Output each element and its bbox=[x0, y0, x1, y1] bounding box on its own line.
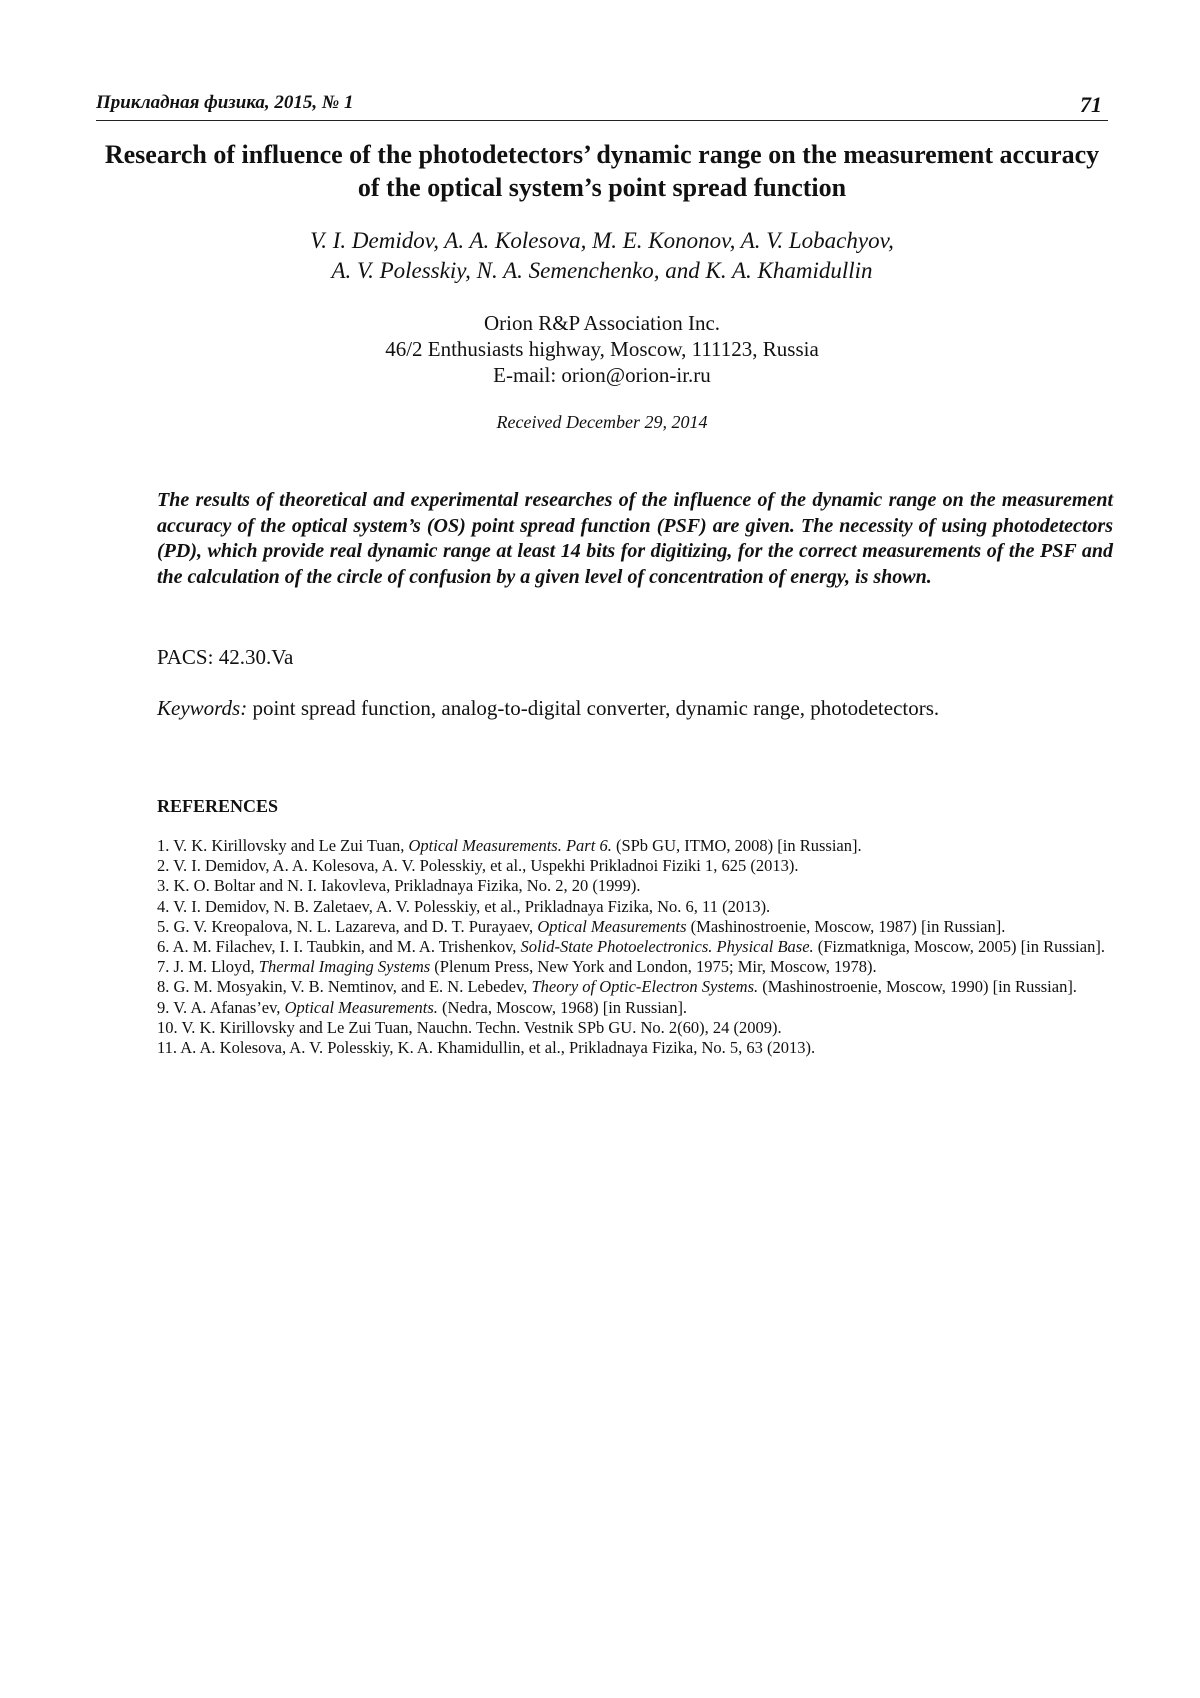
reference-item: 8. G. M. Mosyakin, V. B. Nemtinov, and E. N. Lebedev, Theory of Optic-Electron Systems. (Mashinostroenie, Moscow, 1990) [in Russian]. bbox=[157, 977, 1077, 997]
keywords bbox=[157, 696, 1117, 721]
authors-line-1: V. I. Demidov, A. A. Kolesova, M. E. Kononov, A. V. Lobachyov, bbox=[310, 228, 894, 253]
reference-item: 1. V. K. Kirillovsky and Le Zui Tuan, Optical Measurements. Part 6. (SPb GU, ITMO, 2008) [in Russian]. bbox=[157, 836, 862, 855]
reference-item: 10. V. K. Kirillovsky and Le Zui Tuan, Nauchn. Techn. Vestnik SPb GU. No. 2(60), 24 (2009). bbox=[157, 1017, 782, 1037]
paper-title: Research of influence of the photodetectors’ dynamic range on the measurement accuracy of the optical system’s point spread function bbox=[104, 140, 1100, 202]
keywords-text: point spread function, analog-to-digital converter, dynamic range, photodetectors. bbox=[252, 696, 940, 720]
journal-name: Прикладная физика, 2015, № 1 bbox=[96, 92, 354, 113]
affiliation bbox=[96, 310, 1108, 388]
running-header bbox=[96, 92, 1108, 121]
reference-item: 5. G. V. Kreopalova, N. L. Lazareva, and D. T. Purayaev, Optical Measurements (Mashinostroenie, Moscow, 1987) [in Russian]. bbox=[157, 916, 1006, 936]
abstract: The results of theoretical and experimental researches of the influence of the dynamic range on the measurement accuracy of the optical system’s (OS) point spread function (PSF) are given. The necessity of using photodetectors (PD), which provide real dynamic range at least 14 bits for digitizing, for the correct measurements of the PSF and the calculation of the circle of confusion by a given level of concentration of energy, is shown. bbox=[157, 489, 1113, 588]
reference-item: 7. J. M. Lloyd, Thermal Imaging Systems (Plenum Press, New York and London, 1975; Mir, Moscow, 1978). bbox=[157, 957, 877, 977]
reference-list bbox=[157, 836, 1112, 1058]
references-heading: REFERENCES bbox=[157, 796, 279, 816]
affiliation-org: Orion R&P Association Inc. bbox=[483, 311, 721, 335]
reference-item: 6. A. M. Filachev, I. I. Taubkin, and M. A. Trishenkov, Solid-State Photoelectronics. Physical Base. (Fizmatkniga, Moscow, 2005) [in Russian]. bbox=[157, 937, 1105, 957]
author-list bbox=[96, 226, 1108, 286]
reference-item: 2. V. I. Demidov, A. A. Kolesova, A. V. Polesskiy, et al., Uspekhi Prikladnoi Fiziki 1, 625 (2013). bbox=[157, 856, 799, 876]
reference-item: 11. A. A. Kolesova, A. V. Polesskiy, K. A. Khamidullin, et al., Prikladnaya Fizika, No. 5, 63 (2013). bbox=[157, 1038, 816, 1058]
affiliation-address: 46/2 Enthusiasts highway, Moscow, 111123, Russia bbox=[385, 337, 819, 361]
page-number: 71 bbox=[1080, 92, 1102, 117]
pacs-code: PACS: 42.30.Va bbox=[157, 645, 294, 669]
affiliation-email: E-mail: orion@orion-ir.ru bbox=[493, 363, 711, 387]
authors-line-2: A. V. Polesskiy, N. A. Semenchenko, and K. A. Khamidullin bbox=[331, 258, 873, 283]
reference-item: 3. K. O. Boltar and N. I. Iakovleva, Prikladnaya Fizika, No. 2, 20 (1999). bbox=[157, 876, 641, 896]
received-date: Received December 29, 2014 bbox=[496, 412, 708, 432]
keywords-label: Keywords: bbox=[157, 696, 248, 720]
reference-item: 9. V. A. Afanas’ev, Optical Measurements. (Nedra, Moscow, 1968) [in Russian]. bbox=[157, 997, 688, 1017]
reference-item: 4. V. I. Demidov, N. B. Zaletaev, A. V. Polesskiy, et al., Prikladnaya Fizika, No. 6, 11 (2013). bbox=[157, 896, 771, 916]
